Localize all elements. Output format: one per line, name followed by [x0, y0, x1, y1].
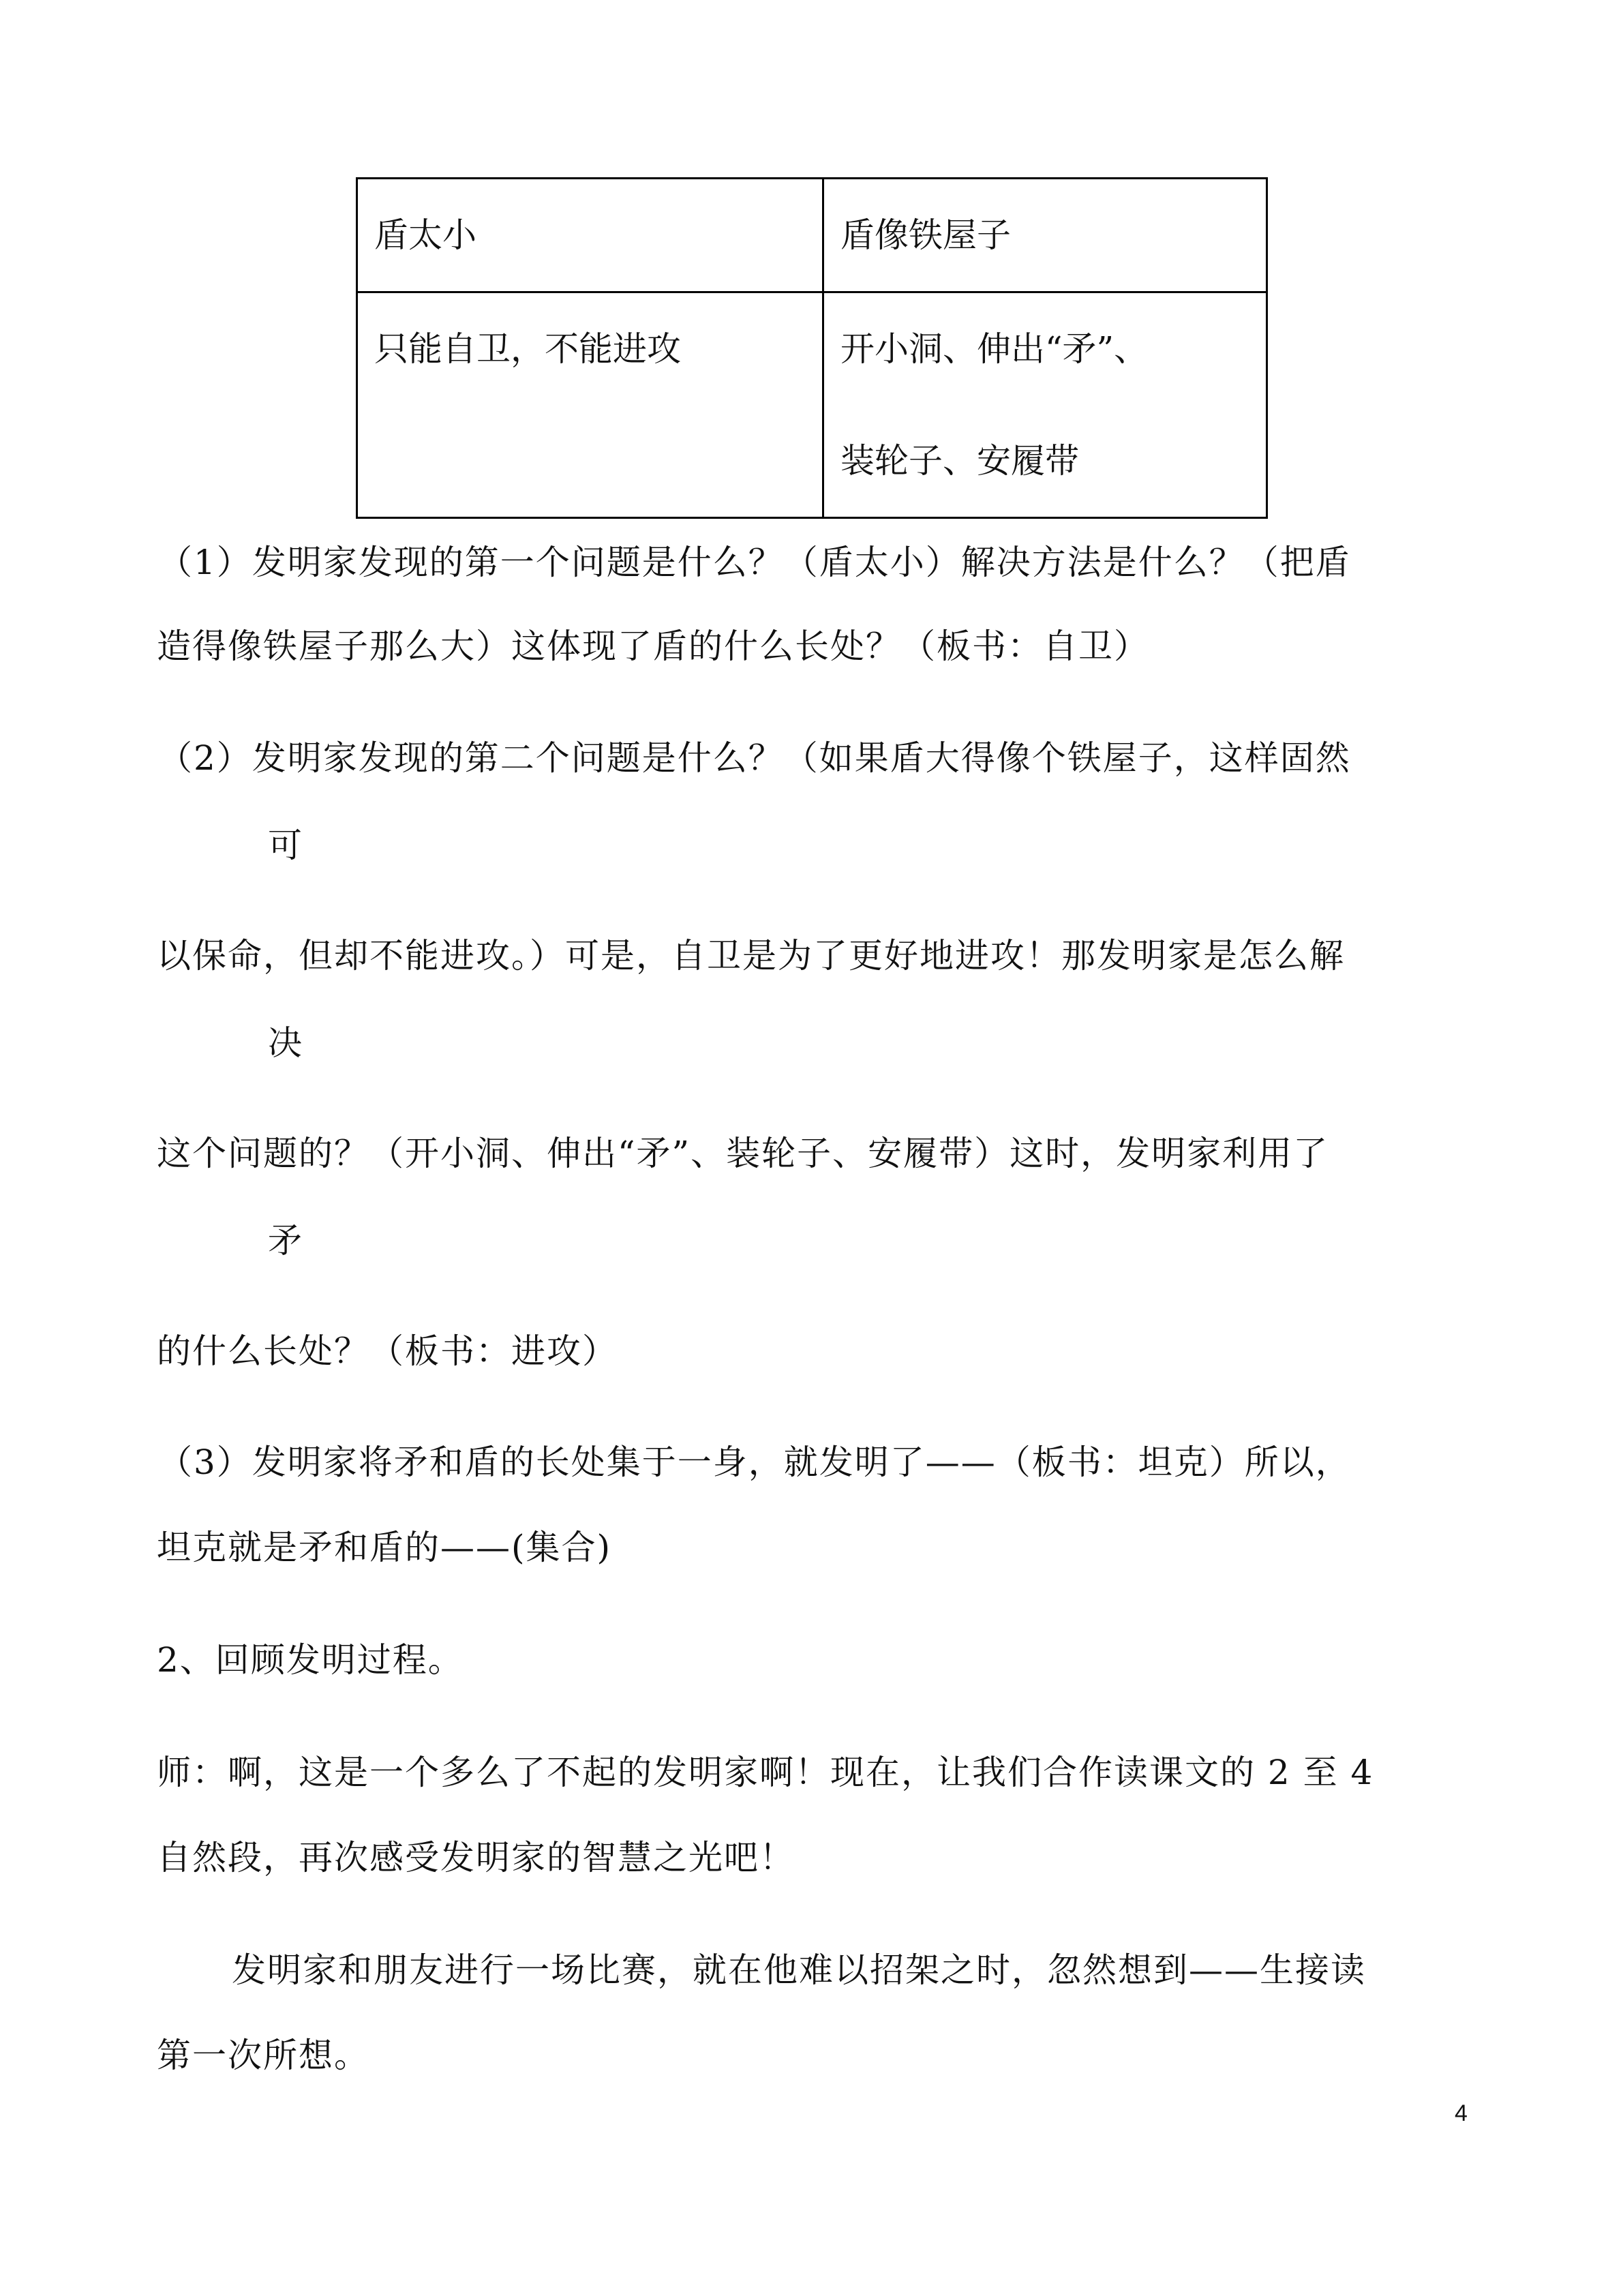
text-line: 坦克就是矛和盾的——(集合) [157, 1528, 612, 1567]
text-line: 这个问题的？（开小洞、伸出“矛”、装轮子、安履带）这时，发明家利用了 [157, 1134, 1329, 1173]
text-line: 发明家和朋友进行一场比赛，就在他难以招架之时，忽然想到——生接读 [232, 1950, 1366, 1990]
cell-text: 只能自卫，不能进攻 [374, 329, 681, 369]
table-cell [823, 292, 1267, 518]
table-cell [823, 179, 1267, 292]
table-cell [357, 292, 823, 518]
text-line: 2、回顾发明过程。 [157, 1640, 464, 1680]
text-line: 师：啊，这是一个多么了不起的发明家啊！现在，让我们合作读课文的 2 至 4 [157, 1753, 1374, 1792]
table-cell [357, 179, 823, 292]
text-line: （1）发明家发现的第一个问题是什么？（盾太小）解决方法是什么？（把盾 [158, 543, 1351, 582]
cell-text: 开小洞、伸出“矛”、 [840, 329, 1149, 369]
text-line: 决 [268, 1023, 303, 1063]
text-line: （2）发明家发现的第二个问题是什么？（如果盾大得像个铁屋子，这样固然 [158, 738, 1351, 778]
comparison-table [356, 177, 1268, 519]
table-row [357, 179, 1267, 292]
cell-text: 盾太小 [374, 215, 476, 255]
text-line: （3）发明家将矛和盾的长处集于一身，就发明了——（板书：坦克）所以， [158, 1442, 1351, 1482]
table-row [357, 292, 1267, 518]
text-line: 自然段，再次感受发明家的智慧之光吧！ [157, 1838, 795, 1877]
text-line: 以保命，但却不能进攻。）可是，自卫是为了更好地进攻！那发明家是怎么解 [157, 936, 1345, 976]
text-line: 矛 [268, 1221, 303, 1260]
text-line: 的什么长处？（板书：进攻） [157, 1331, 618, 1371]
text-line: 第一次所想。 [157, 2036, 369, 2075]
cell-text: 盾像铁屋子 [840, 215, 1011, 255]
cell-text: 装轮子、安履带 [840, 441, 1079, 481]
text-line: 可 [268, 826, 303, 865]
text-line: 造得像铁屋子那么大）这体现了盾的什么长处？（板书：自卫） [157, 626, 1149, 666]
page-number: 4 [1455, 2100, 1468, 2126]
